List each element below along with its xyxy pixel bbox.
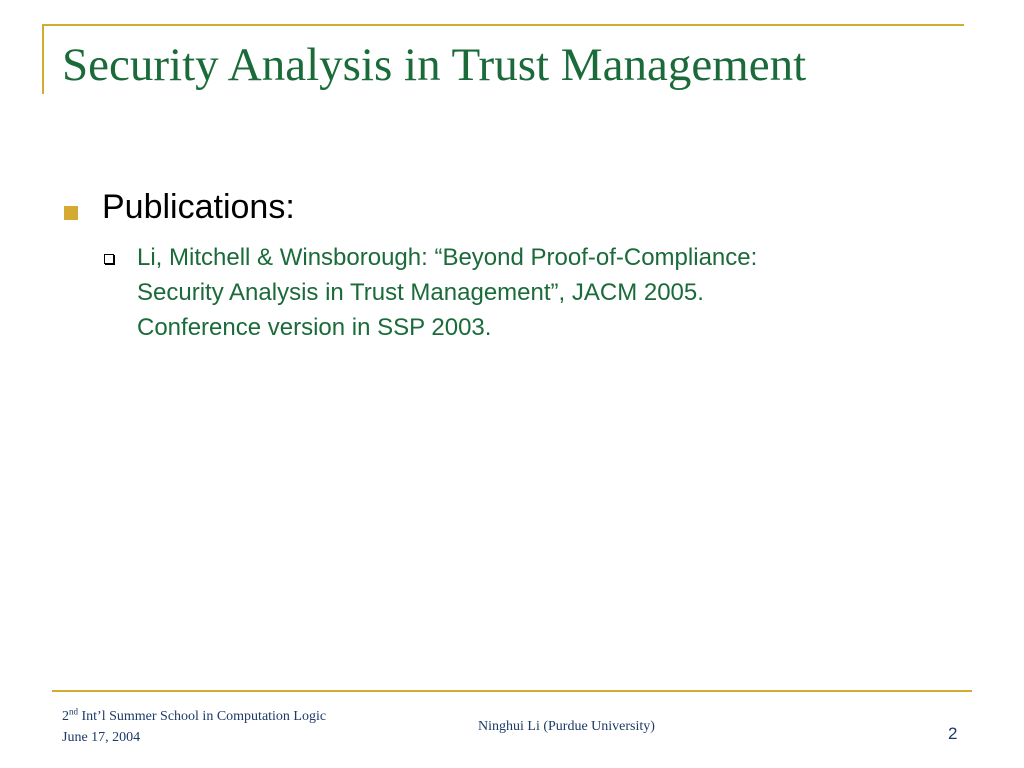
page-number: 2 [948, 724, 958, 743]
top-accent-rule [44, 24, 964, 26]
citation-line: Conference version in SSP 2003. [137, 314, 492, 341]
footer-event-name: Int’l Summer School in Computation Logic [78, 709, 327, 724]
left-accent-rule [42, 24, 44, 94]
footer-date: June 17, 2004 [62, 730, 141, 745]
footer-author: Ninghui Li (Purdue University) [478, 719, 655, 734]
footer-event-line [62, 706, 326, 727]
citation-line: Security Analysis in Trust Management”, JACM 2005. [137, 279, 704, 306]
footer-event-superscript: nd [69, 706, 78, 717]
footer-event [62, 706, 326, 748]
square-bullet-icon [64, 206, 78, 220]
citation-text [137, 240, 897, 345]
slide-title: Security Analysis in Trust Management [62, 39, 807, 91]
bullet-label: Publications: [102, 188, 295, 226]
citation-line: Li, Mitchell & Winsborough: “Beyond Proof-of-Compliance: [137, 244, 758, 271]
hollow-square-bullet-icon [104, 254, 114, 264]
footer-event-prefix: 2 [62, 709, 69, 724]
bottom-accent-rule [52, 690, 972, 692]
